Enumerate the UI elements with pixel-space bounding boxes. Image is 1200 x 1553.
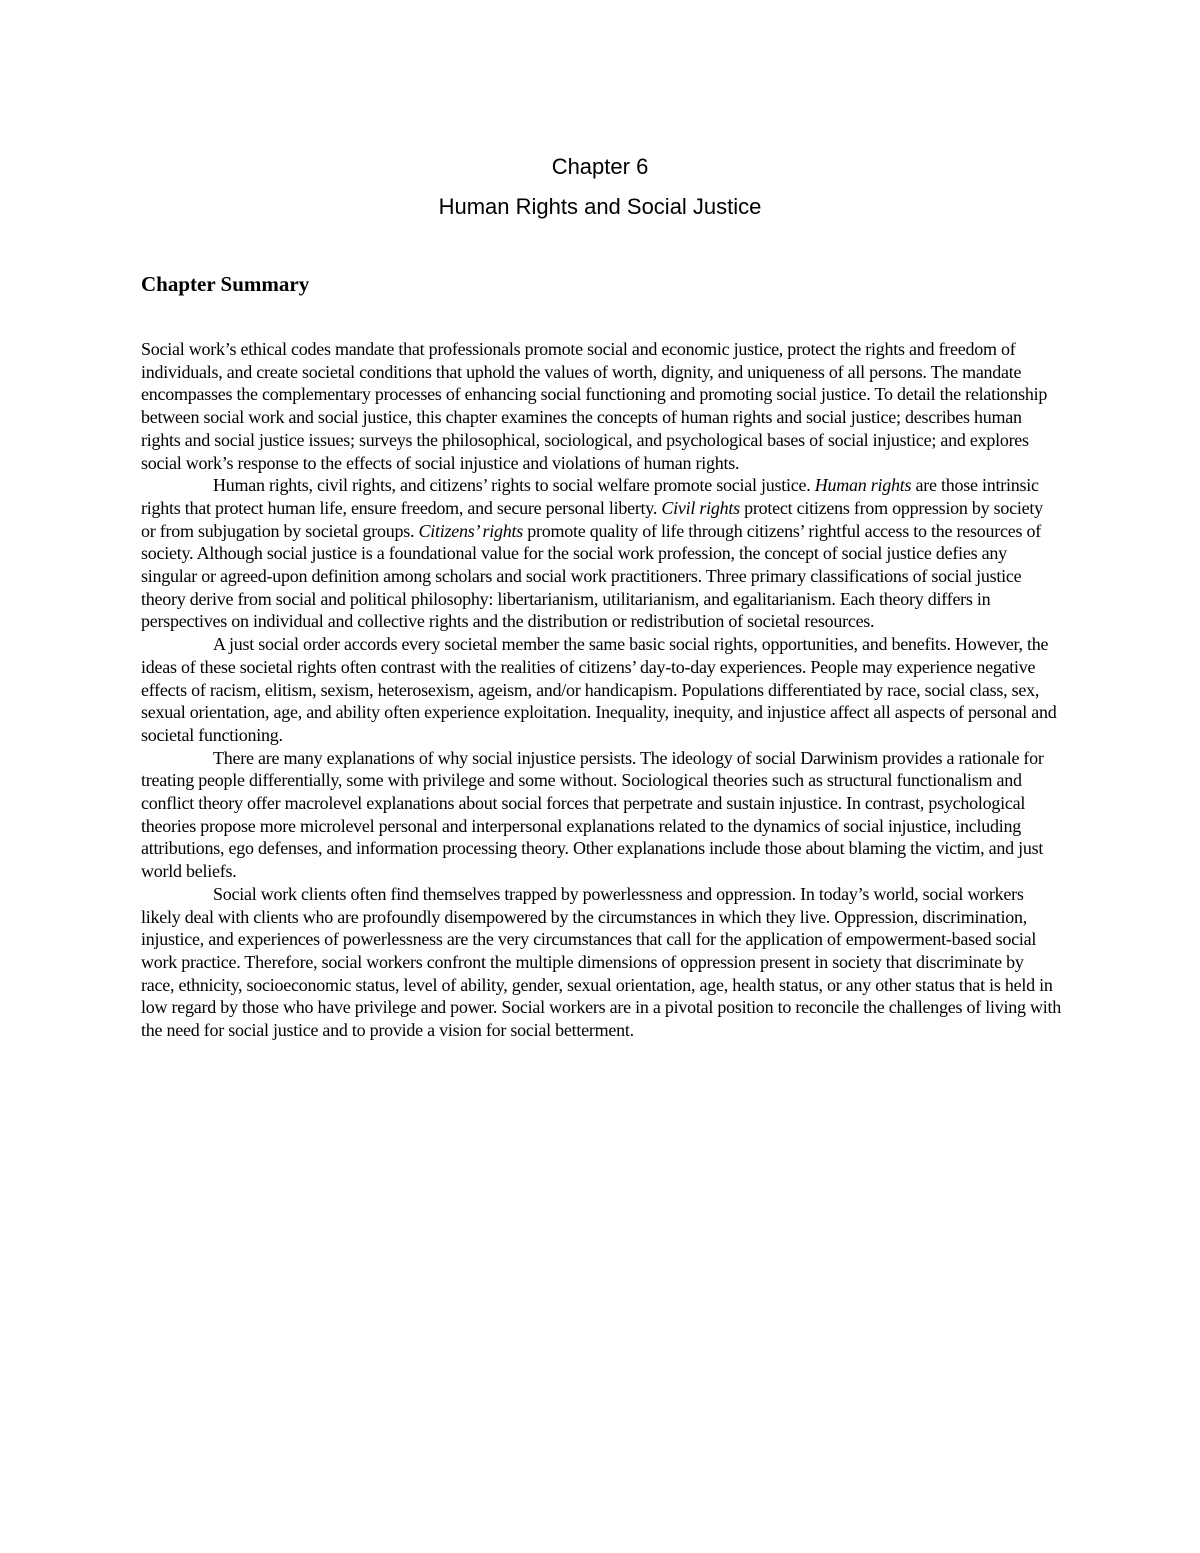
- summary-paragraph-4: There are many explanations of why social injustice persists. The ideology of social Darwinism provides a rationale for treating people differentially, some with privilege and some without. Sociological theories such as structural functionalism and conflict theory offer macrolevel explanations about social forces that perpetrate and sustain injustice. In contrast, psychological theories propose more microlevel personal and interpersonal explanations related to the dynamics of social injustice, including attributions, ego defenses, and information processing theory. Other explanations include those about blaming the victim, and just world beliefs.: [141, 747, 1044, 882]
- paragraph-2-text-e: protect citizens from oppression by society or from subjugation by societal groups.: [141, 497, 1043, 541]
- paragraph-2-text-a: Human rights, civil rights, and citizens’ rights to social welfare promote social justice.: [213, 475, 815, 496]
- summary-body: [141, 338, 1061, 1042]
- chapter-title: Human Rights and Social Justice: [438, 194, 762, 219]
- term-civil-rights: Civil rights: [661, 497, 740, 518]
- term-human-rights: Human rights: [814, 475, 912, 496]
- chapter-number: Chapter 6: [551, 154, 649, 179]
- section-heading: Chapter Summary: [141, 272, 310, 296]
- paragraph-2-text-c: are those intrinsic rights that protect human life, ensure freedom, and secure personal liberty.: [141, 475, 1039, 518]
- summary-paragraph-3: A just social order accords every societal member the same basic social rights, opportunities, and benefits. However, the ideas of these societal rights often contrast with the realities of citizens’ day-to-day experiences. People may experience negative effects of racism, elitism, sexism, heterosexism, ageism, and/or handicapism. Populations differentiated by race, social class, sex, sexual orientation, age, and ability often experience exploitation. Inequality, inequity, and injustice affect all aspects of personal and societal functioning.: [141, 634, 1057, 745]
- summary-paragraph-2: [141, 474, 1061, 633]
- paragraph-2-text-g: promote quality of life through citizens’ rightful access to the resources of society. Although social justice is a foundational value for the social work profession, the concept of social justice defies any singular or agreed-upon definition among scholars and social work practitioners. Three primary classifications of social justice theory derive from social and political philosophy: libertarianism, utilitarianism, and egalitarianism. Each theory differs in perspectives on individual and collective rights and the distribution or redistribution of societal resources.: [141, 520, 1041, 632]
- term-citizens-rights: Citizens’ rights: [418, 520, 523, 541]
- summary-paragraph-5: Social work clients often find themselves trapped by powerlessness and oppression. In today’s world, social workers likely deal with clients who are profoundly disempowered by the circumstances in which they live. Oppression, discrimination, injustice, and experiences of powerlessness are the very circumstances that call for the application of empowerment-based social work practice. Therefore, social workers confront the multiple dimensions of oppression present in society that discriminate by race, ethnicity, socioeconomic status, level of ability, gender, sexual orientation, age, health status, or any other status that is held in low regard by those who have privilege and power. Social workers are in a pivotal position to reconcile the challenges of living with the need for social justice and to provide a vision for social betterment.: [141, 883, 1061, 1041]
- summary-paragraph-1: Social work’s ethical codes mandate that professionals promote social and economic justice, protect the rights and freedom of individuals, and create societal conditions that uphold the values of worth, dignity, and uniqueness of all persons. The mandate encompasses the complementary processes of enhancing social functioning and promoting social justice. To detail the relationship between social work and social justice, this chapter examines the concepts of human rights and social justice; describes human rights and social justice issues; surveys the philosophical, sociological, and psychological bases of social injustice; and explores social work’s response to the effects of social injustice and violations of human rights.: [141, 339, 1048, 473]
